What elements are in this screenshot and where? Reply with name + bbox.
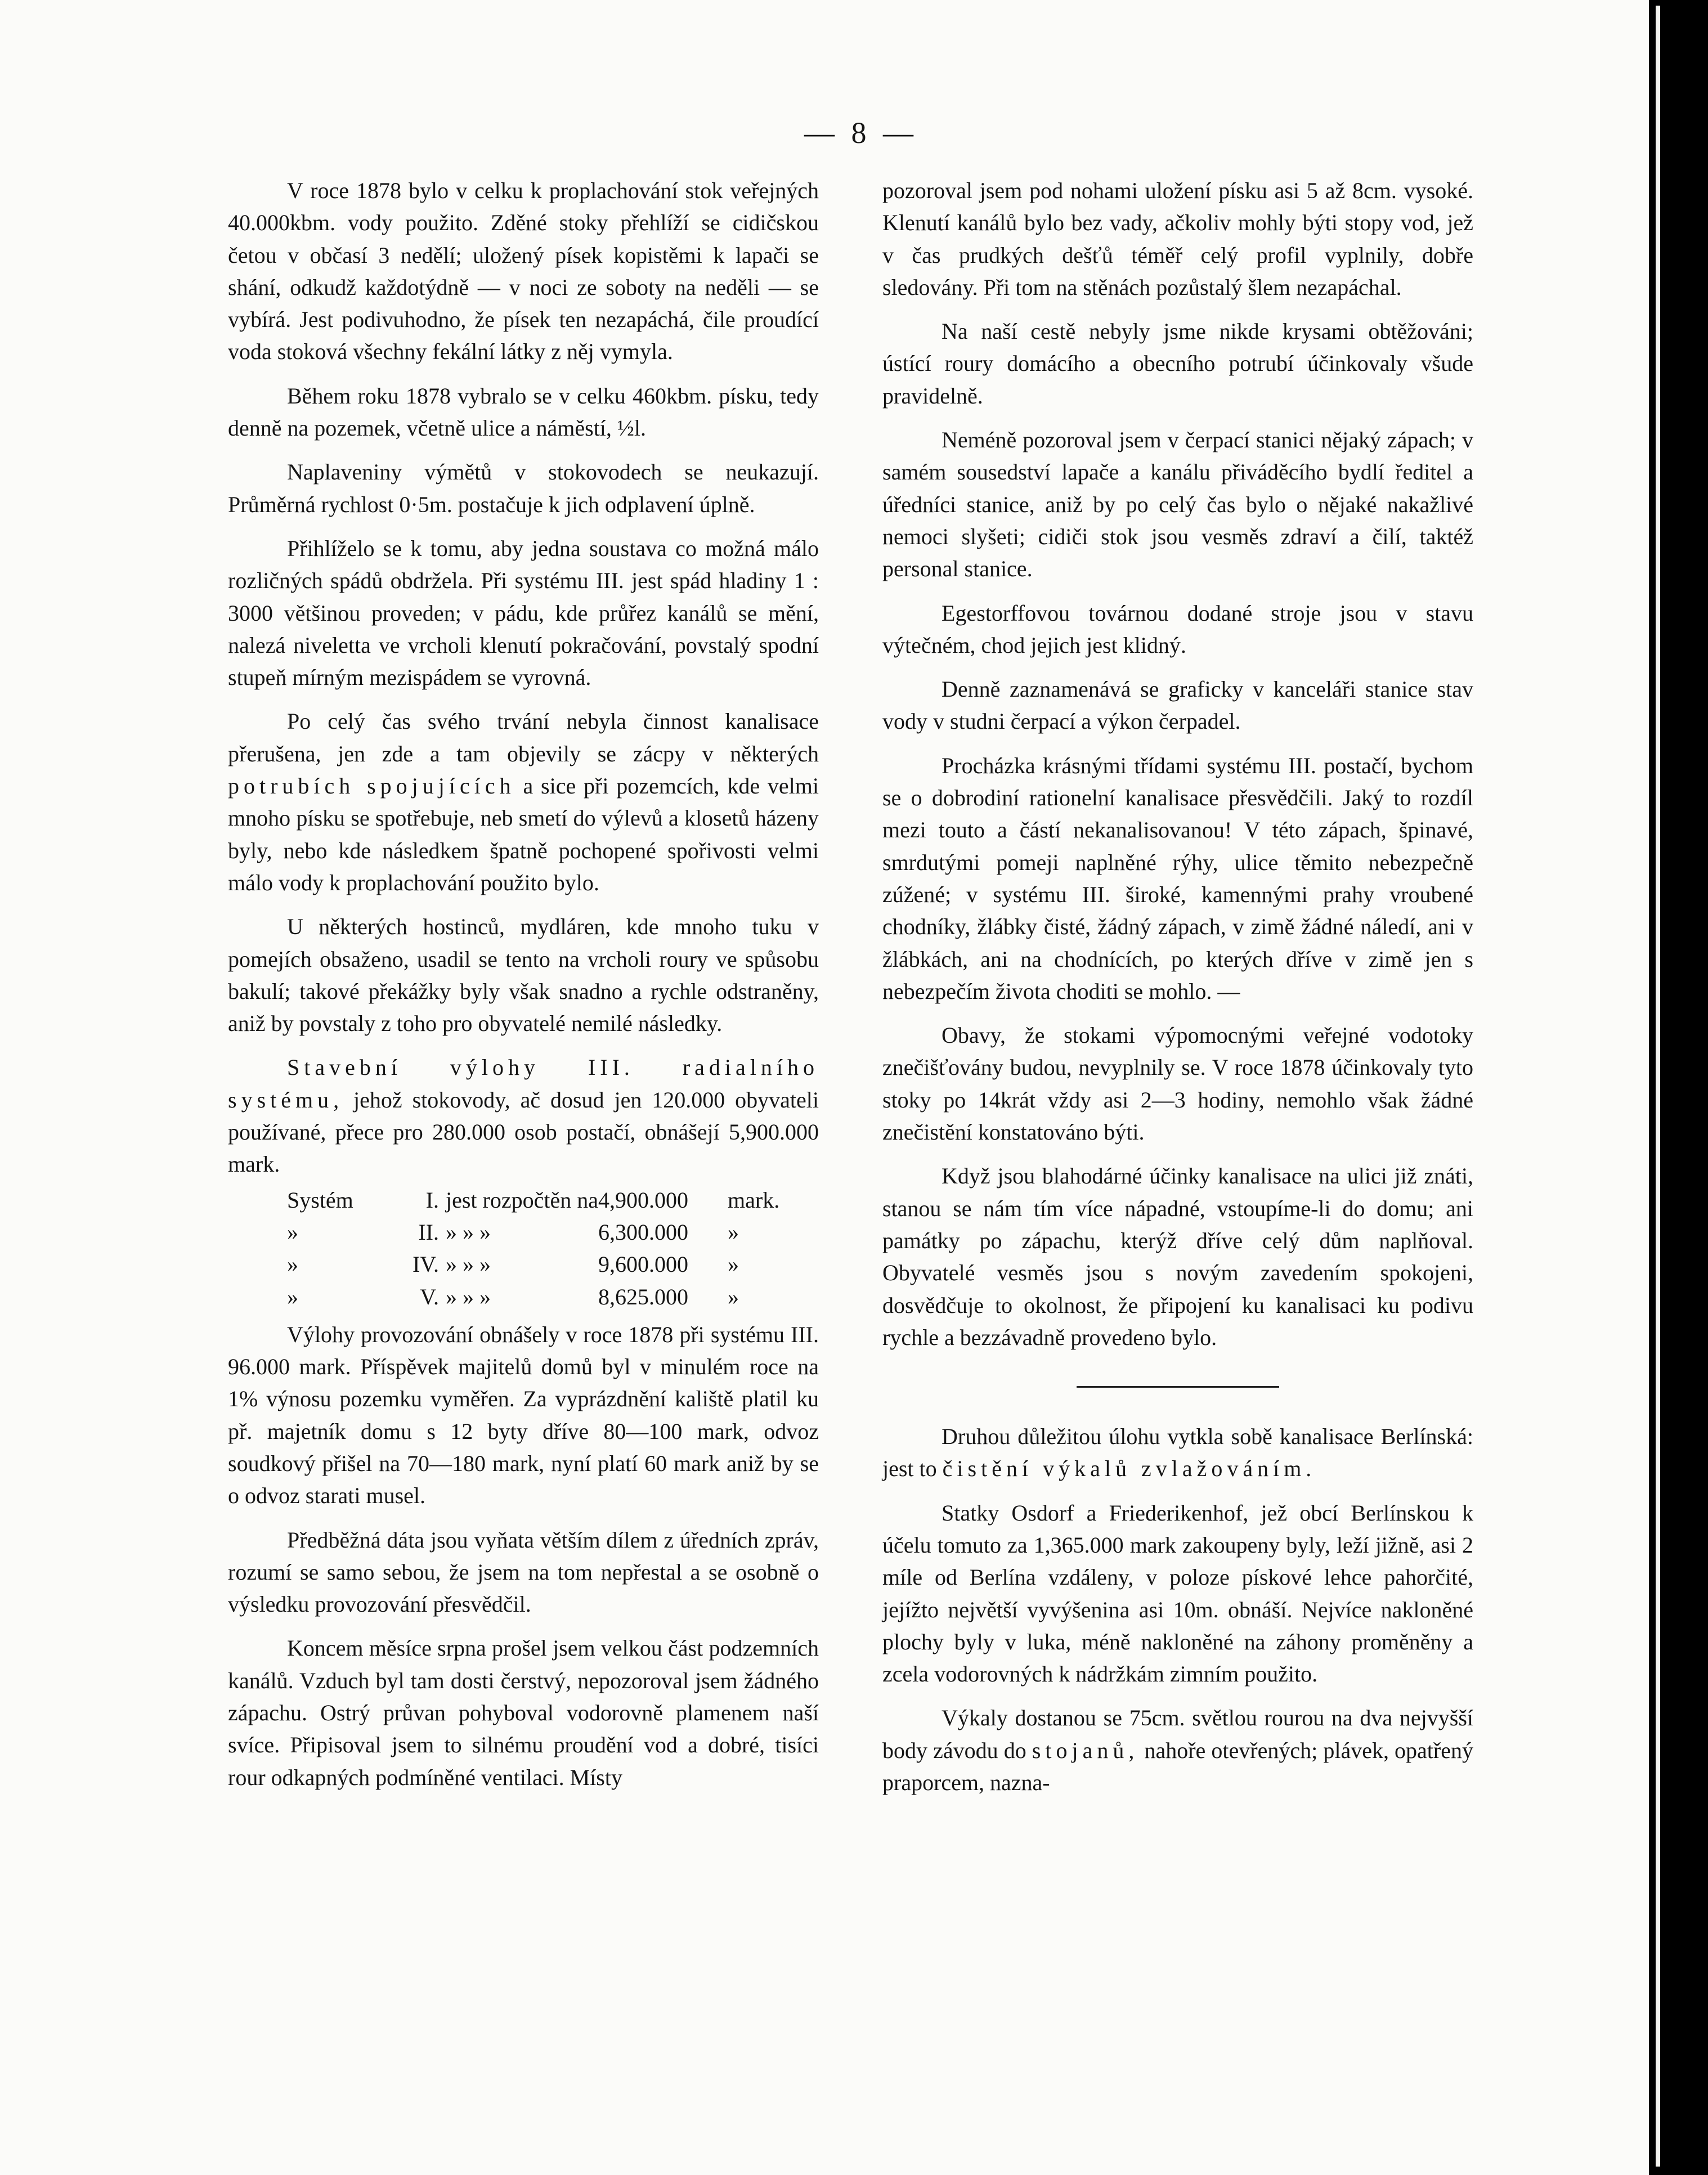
paragraph: V roce 1878 bylo v celku k proplachování stok veřejných 40.000kbm. vody použito. Zděné stoky přehlíží se cidičskou četou v občasí 3 nedělí; uložený písek kopistěmi k lapači se shání, odkudž každotýdně — v noci ze soboty na neděli — se vybírá. Jest podivuhodno, že písek ten nezapáchá, čile proudící voda stoková všechny fekální látky z něj vymyla. bbox=[228, 178, 819, 365]
spaced-text: čistění výkalů zvlažováním. bbox=[942, 1456, 1316, 1482]
table-cell: 9,600.000 bbox=[598, 1252, 688, 1277]
table-cell: 6,300.000 bbox=[598, 1219, 688, 1245]
scan-edge-line bbox=[1656, 6, 1660, 2167]
paragraph: Statky Osdorf a Friederikenhof, jež obcí Berlínskou k účelu tomuto za 1,365.000 mark zakoupeny byly, leží jižně, asi 2 míle od Berlína vzdáleny, v poloze pískové lehce pahorčité, jejížto největší vyvýšenina asi 10m. obnáší. Nejvíce nakloněné plochy byly v luka, méně nakloněné na záhony proměněny a zcela vodorovných k nádržkám zimním použito. bbox=[882, 1500, 1473, 1687]
cost-table bbox=[228, 1184, 812, 1313]
table-cell: II. bbox=[418, 1219, 439, 1245]
paragraph: Výlohy provozování obnášely v roce 1878 při systému III. 96.000 mark. Příspěvek majitelů domů byl v minulém roce na 1% výnosu pozemku vyměřen. Za vyprázdnění kaliště platil ku př. majetník domu s 12 byty dříve 80—100 mark, odvoz soudkový přišel na 70—180 mark, nyní platí 60 mark aniž by se o odvoz starati musel. bbox=[228, 1321, 819, 1509]
paragraph: Když jsou blahodárné účinky kanalisace na ulici již znáti, stanou se nám tím více nápadné, vstoupíme-li do domu; ani památky po zápachu, kterýž dříve celý dům naplňoval. Obyvatelé vesměs jsou s novým zavedením spokojeni, dosvědčuje to okolnost, že připojení ku kanalisaci ku podivu rychle a bezzávadně provedeno bylo. bbox=[882, 1163, 1473, 1350]
table-cell: » » » bbox=[446, 1252, 491, 1277]
paragraph bbox=[882, 1702, 1473, 1799]
text-run: jehož stokovody, ač dosud jen 120.000 obyvateli používané, přece pro 280.000 osob postačí, obnášejí 5,900.000 mark. bbox=[228, 1087, 819, 1177]
paragraph: U některých hostinců, mydláren, kde mnoho tuku v pomejích obsaženo, usadil se tento na vrcholi roury ve spůsobu bakulí; takové překážky byly však snadno a rychle odstraněny, aniž by povstaly z toho pro obyvatelé nemilé následky. bbox=[228, 914, 819, 1037]
spaced-text: potrubích spojujících bbox=[228, 773, 515, 799]
table-cell: jest rozpočtěn na bbox=[446, 1187, 598, 1213]
spaced-text: Stavební výlohy III. radialního systému, bbox=[228, 1055, 819, 1113]
paragraph: Předběžná dáta jsou vyňata větším dílem z úředních zpráv, rozumí se samo sebou, že jsem na tom nepřestal a se osobně o výsledku provozování přesvědčil. bbox=[228, 1527, 819, 1617]
text-run: Výkaly dostanou se 75cm. světlou rourou na dva nejvyšší body závodu do bbox=[882, 1705, 1473, 1763]
table-cell: Systém bbox=[287, 1187, 353, 1213]
spaced-text: stojanů, bbox=[1032, 1737, 1139, 1763]
table-row bbox=[228, 1216, 812, 1248]
right-column bbox=[882, 174, 1473, 1810]
table-cell: I. bbox=[425, 1187, 439, 1213]
paragraph: Neméně pozoroval jsem v čerpací stanici nějaký zápach; v samém sousedství lapače a kanálu přiváděcího bydlí ředitel a úředníci stanice, aniž by po celý čas bylo o nějaké nakažlivé nemoci slyšeti; cidiči stok jsou vesměs zdraví a čilí, taktéž personal stanice. bbox=[882, 427, 1473, 582]
table-cell: » bbox=[287, 1252, 298, 1277]
paragraph: Během roku 1878 vybralo se v celku 460kbm. písku, tedy denně na pozemek, včetně ulice a náměstí, ½l. bbox=[228, 383, 819, 441]
paragraph: Egestorffovou továrnou dodané stroje jsou v stavu výtečném, chod jejich jest klidný. bbox=[882, 600, 1473, 658]
table-cell: 8,625.000 bbox=[598, 1284, 688, 1310]
left-column bbox=[228, 174, 819, 1805]
paragraph: Koncem měsíce srpna prošel jsem velkou část podzemních kanálů. Vzduch byl tam dosti čerstvý, nepozoroval jsem žádného zápachu. Ostrý průvan pohyboval vodorovně plamenem naší svíce. Připisoval jsem to silnému proudění vod a dobré, tisíci rour odkapných podmíněné ventilaci. Místy bbox=[228, 1635, 819, 1790]
paragraph bbox=[228, 1051, 819, 1180]
table-row bbox=[228, 1281, 812, 1313]
table-row bbox=[228, 1248, 812, 1280]
text-run: Po celý čas svého trvání nebyla činnost kanalisace přerušena, jen zde a tam objevily se zácpy v některých bbox=[228, 708, 819, 766]
paragraph: Naplaveniny výmětů v stokovodech se neukazují. Průměrná rychlost 0·5m. postačuje k jich odplavení úplně. bbox=[228, 459, 819, 517]
text-run: Druhou důležitou úlohu vytkla sobě kanalisace Berlínská: jest to bbox=[882, 1424, 1473, 1482]
paragraph bbox=[882, 1420, 1473, 1485]
table-cell: 4,900.000 bbox=[598, 1187, 688, 1213]
paragraph: Na naší cestě nebyly jsme nikde krysami obtěžováni; ústící roury domácího a obecního potrubí účinkovaly všude pravidelně. bbox=[882, 319, 1473, 409]
table-cell: mark. bbox=[728, 1187, 780, 1213]
paragraph: Obavy, že stokami výpomocnými veřejné vodotoky znečišťovány budou, nevyplnily se. V roce 1878 účinkovaly tyto stoky po 14krát vždy asi 2—3 hodiny, nemohlo však žádné znečistění konstatováno býti. bbox=[882, 1023, 1473, 1145]
section-divider bbox=[1077, 1386, 1279, 1388]
paragraph: Denně zaznamenává se graficky v kanceláři stanice stav vody v studni čerpací a výkon čerpadel. bbox=[882, 676, 1473, 734]
table-cell: » » » bbox=[446, 1284, 491, 1310]
table-cell: » » » bbox=[446, 1219, 491, 1245]
table-cell: » bbox=[287, 1219, 298, 1245]
paragraph: pozoroval jsem pod nohami uložení písku asi 5 až 8cm. vysoké. Klenutí kanálů bylo bez vady, ačkoliv mohly býti stopy vod, jež v čas prudkých dešťů téměř celý profil vyplnily, dobře sledovány. Při tom na stěnách pozůstalý šlem nezapáchal. bbox=[882, 178, 1473, 300]
table-cell: » bbox=[728, 1252, 739, 1277]
text-run: nahoře otevřených; plávek, opatřený praporcem, nazna- bbox=[882, 1737, 1473, 1796]
page-number: — 8 — bbox=[804, 116, 918, 150]
table-cell: IV. bbox=[412, 1252, 439, 1277]
table-cell: » bbox=[728, 1284, 739, 1310]
paragraph: Procházka krásnými třídami systému III. postačí, bychom se o dobrodiní rationelní kanalisace přesvědčili. Jaký to rozdíl mezi touto a částí nekanalisovanou! V této zápach, špinavé, smrdutými pomeji naplněné rýhy, ulice těmito nebezpečně zúžené; v systému III. široké, kamennými prahy vroubené chodníky, žlábky čisté, žádný zápach, v zimě žádné náledí, ani v žlábkách, ani na chodnících, po kterých dříve v zimě jen s nebezpečím života choditi se mohlo. — bbox=[882, 752, 1473, 1004]
table-cell: » bbox=[287, 1284, 298, 1310]
table-cell: » bbox=[728, 1219, 739, 1245]
table-cell: V. bbox=[420, 1284, 439, 1310]
table-row bbox=[228, 1184, 812, 1216]
text-run: a sice při pozemcích, kde velmi mnoho písku se spotřebuje, neb smetí do výlevů a klosetů házeny byly, nebo kde následkem špatně pochopené spořivosti velmi málo vody k proplachování použito bylo. bbox=[228, 773, 819, 895]
paragraph: Přihlíželo se k tomu, aby jedna soustava co možná málo rozličných spádů obdržela. Při systému III. jest spád hladiny 1 : 3000 většinou proveden; v pádu, kde průřez kanálů se mění, nalezá niveletta ve vrcholi klenutí pokračování, povstalý spodní stupeň mírným mezispádem se vyrovná. bbox=[228, 535, 819, 690]
paragraph bbox=[228, 705, 819, 899]
